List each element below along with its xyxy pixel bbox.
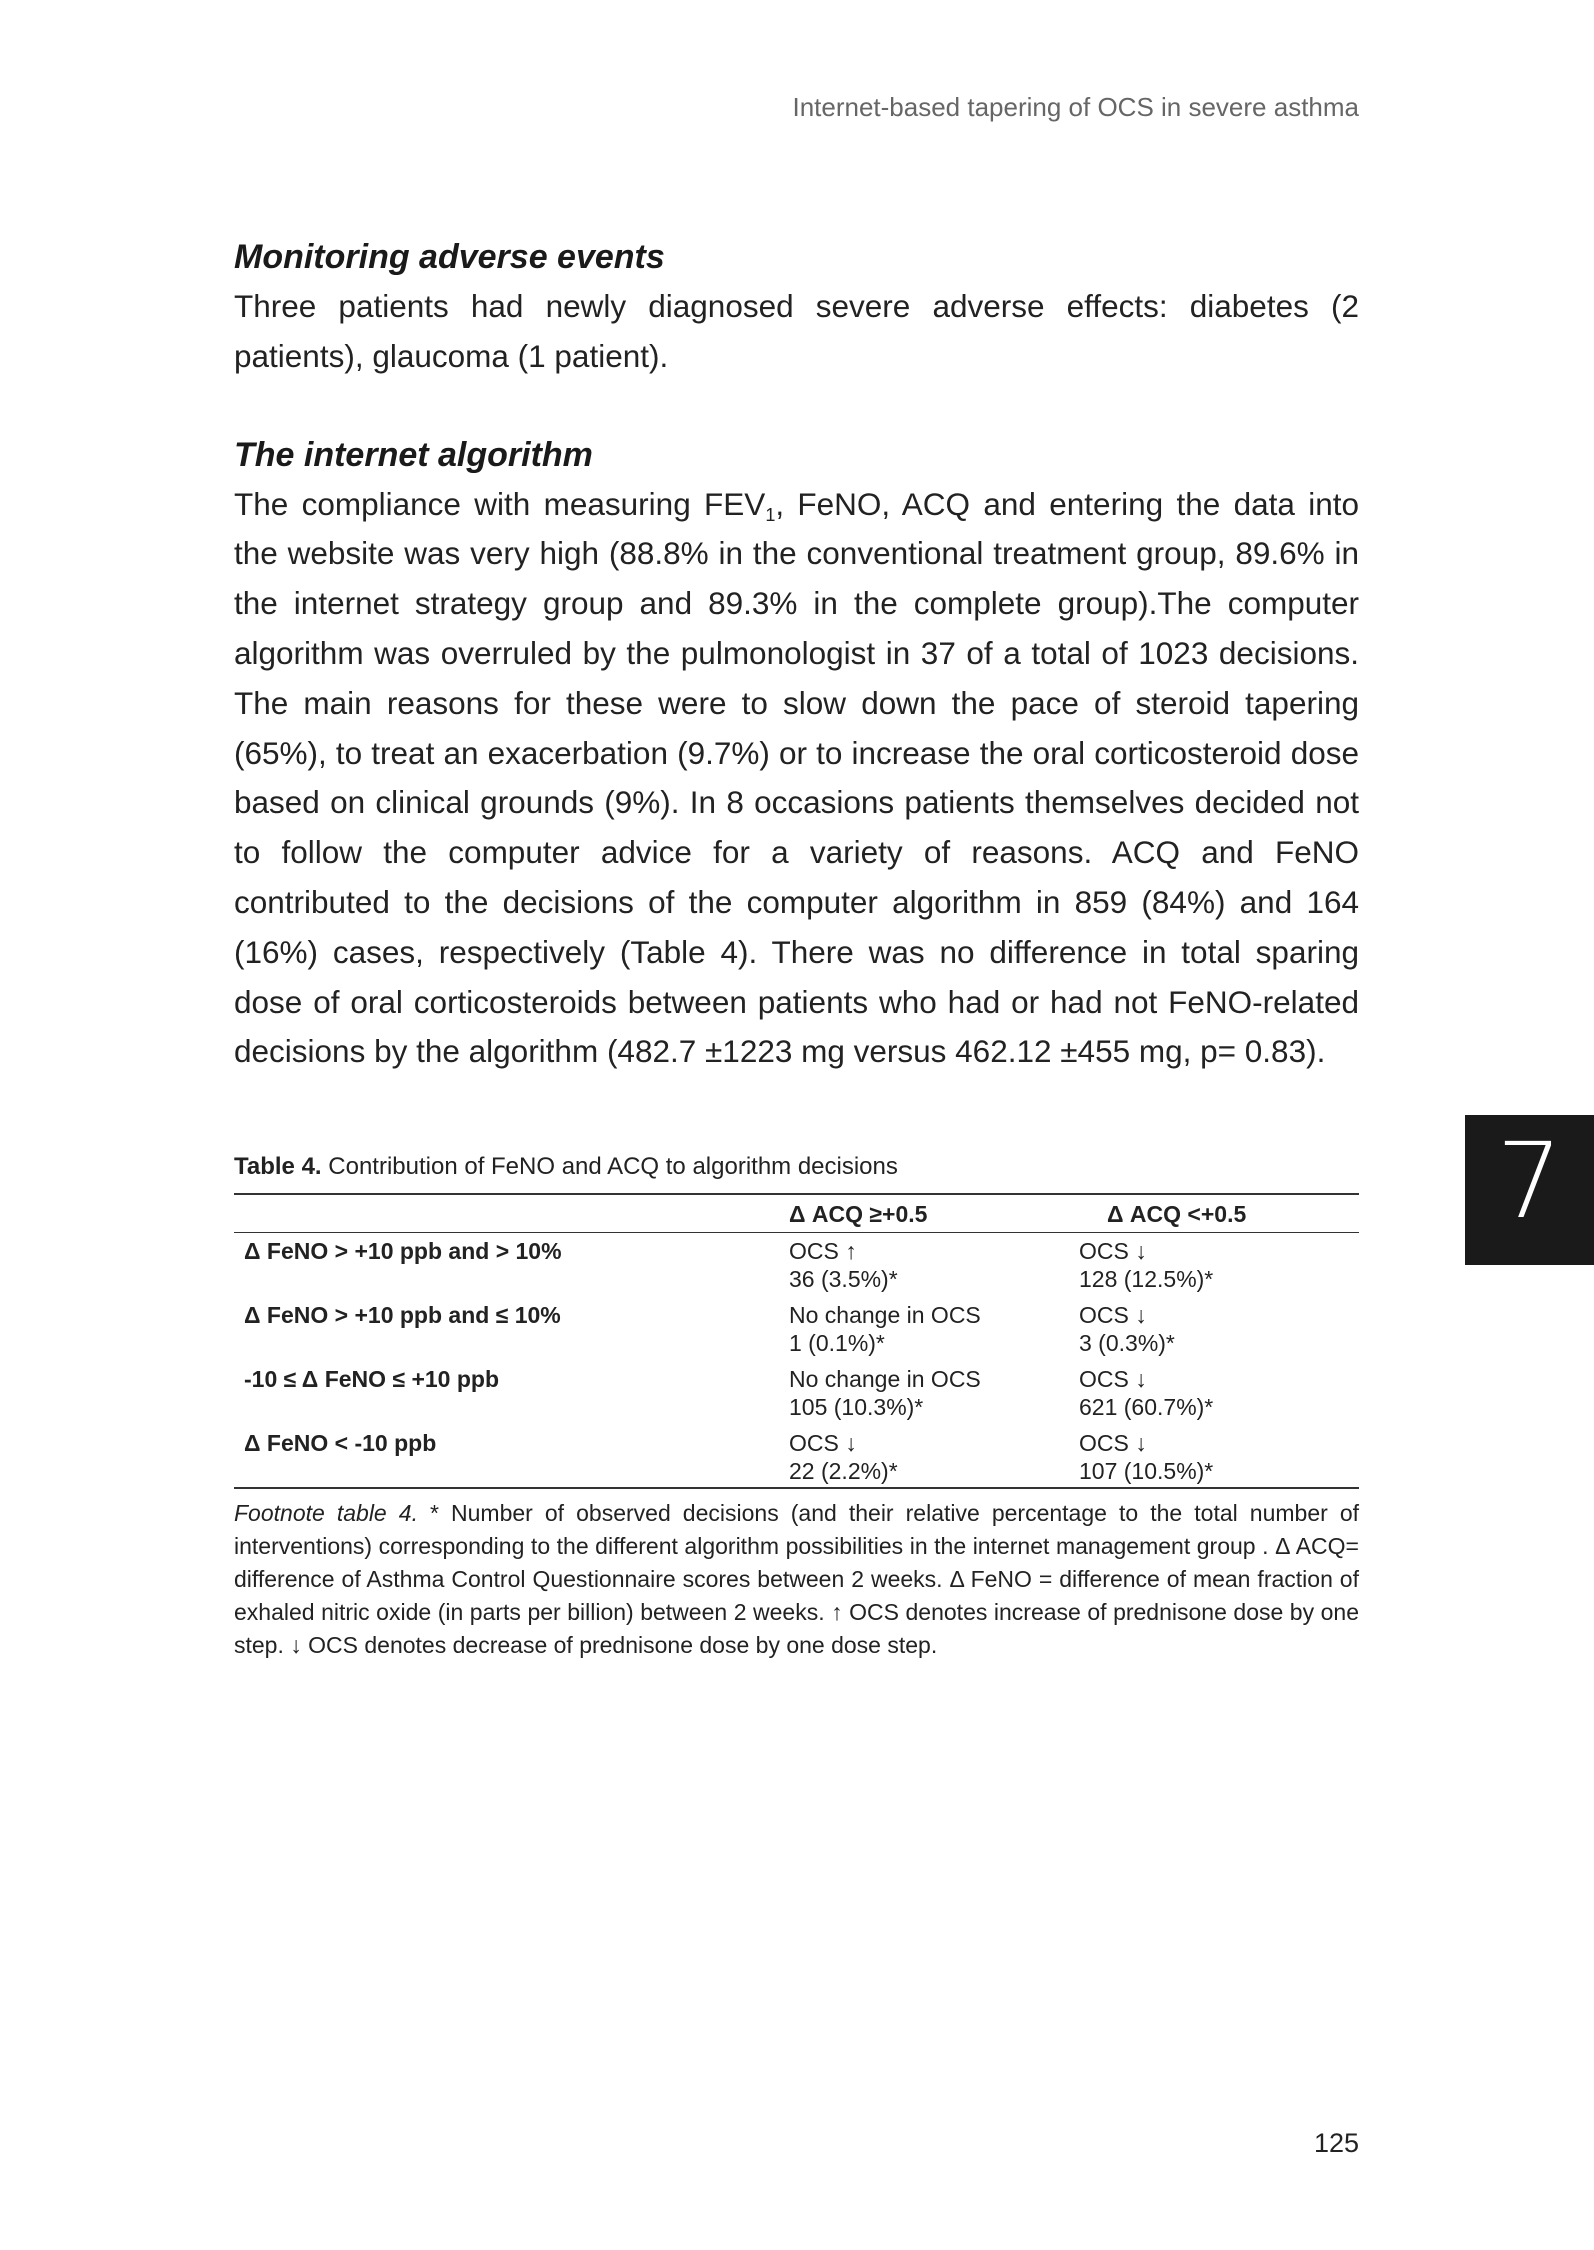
footnote-lead: Footnote table 4. xyxy=(234,1500,418,1527)
row-label: Δ FeNO > +10 ppb and ≤ 10% xyxy=(244,1302,561,1329)
cell-acq-high xyxy=(789,1233,1079,1298)
cell-count: 107 (10.5%)* xyxy=(1079,1458,1214,1485)
cell-count: 128 (12.5%)* xyxy=(1079,1266,1214,1293)
main-content xyxy=(234,232,1359,1685)
chapter-tab xyxy=(1465,1115,1594,1265)
cell-count: 1 (0.1%)* xyxy=(789,1330,885,1357)
paragraph-text-start: The compliance with measuring FEV xyxy=(234,485,766,522)
cell-acq-low xyxy=(1079,1233,1359,1298)
cell-count: 36 (3.5%)* xyxy=(789,1266,898,1293)
running-title: Internet-based tapering of OCS in severe asthma xyxy=(792,92,1359,122)
cell-action: OCS ↓ xyxy=(1079,1238,1147,1265)
cell-action: OCS ↓ xyxy=(1079,1366,1147,1393)
cell-acq-high xyxy=(789,1425,1079,1488)
cell-action: No change in OCS xyxy=(789,1366,981,1393)
table-row xyxy=(234,1361,1359,1425)
cell-action: No change in OCS xyxy=(789,1302,981,1329)
cell-count: 3 (0.3%)* xyxy=(1079,1330,1175,1357)
column-header-acq-high: Δ ACQ ≥+0.5 xyxy=(234,1194,1079,1233)
table-row xyxy=(234,1233,1359,1298)
cell-acq-low xyxy=(1079,1425,1359,1488)
paragraph-adverse-events: Three patients had newly diagnosed severe adverse effects: diabetes (2 patients), glaucoma (1 patient). xyxy=(234,288,1359,374)
paragraph-internet-algorithm xyxy=(234,480,1359,1078)
cell-count: 22 (2.2%)* xyxy=(789,1458,898,1485)
page-number: 125 xyxy=(1313,2128,1359,2158)
table-caption xyxy=(234,1151,1359,1183)
column-header-acq-low: Δ ACQ <+0.5 xyxy=(1079,1194,1359,1233)
fev-subscript: 1 xyxy=(765,504,776,525)
cell-action: OCS ↓ xyxy=(789,1430,857,1457)
section-heading-internet-algorithm: The internet algorithm xyxy=(234,435,593,474)
section-heading-adverse-events: Monitoring adverse events xyxy=(234,238,665,276)
table-footnote xyxy=(234,1497,1359,1662)
cell-acq-high xyxy=(789,1297,1079,1361)
chapter-number: 7 xyxy=(1496,1120,1563,1242)
table-caption-text: Contribution of FeNO and ACQ to algorithm decisions xyxy=(321,1153,898,1181)
cell-action: OCS ↑ xyxy=(789,1238,857,1265)
cell-count: 621 (60.7%)* xyxy=(1079,1394,1214,1421)
table-caption-label: Table 4. xyxy=(234,1153,322,1181)
cell-action: OCS ↓ xyxy=(1079,1302,1147,1329)
cell-acq-low xyxy=(1079,1297,1359,1361)
row-label: -10 ≤ Δ FeNO ≤ +10 ppb xyxy=(244,1366,500,1393)
cell-action: OCS ↓ xyxy=(1079,1430,1147,1457)
algorithm-decisions-table xyxy=(234,1193,1359,1489)
row-label: Δ FeNO < -10 ppb xyxy=(234,1425,789,1488)
footnote-text: * Number of observed decisions (and their relative percentage to the total number of interventions) corresponding to the different algorithm possibilities in the internet management group . Δ ACQ= difference of Asthma Control Questionnaire scores between 2 weeks. Δ FeNO = difference of mean fraction of exhaled nitric oxide (in parts per billion) between 2 weeks. ↑ OCS denotes increase of prednisone dose by one step. ↓ OCS denotes decrease of prednisone dose by one dose step. xyxy=(234,1500,1360,1659)
table-row xyxy=(234,1425,1359,1488)
table-row xyxy=(234,1297,1359,1361)
cell-acq-low xyxy=(1079,1361,1359,1425)
row-label: Δ FeNO > +10 ppb and > 10% xyxy=(244,1238,562,1265)
cell-acq-high xyxy=(789,1361,1079,1425)
paragraph-text-rest: , FeNO, ACQ and entering the data into the website was very high (88.8% in the conventional treatment group, 89.6% in the internet strategy group and 89.3% in the complete group).The computer algorithm was overruled by the pulmonologist in 37 of a total of 1023 decisions. The main reasons for these were to slow down the pace of steroid tapering (65%), to treat an exacerbation (9.7%) or to increase the oral corticosteroid dose based on clinical grounds (9%). In 8 occasions patients themselves decided not to follow the computer advice for a variety of reasons. ACQ and FeNO contributed to the decisions of the computer algorithm in 859 (84%) and 164 (16%) cases, respectively (Table 4). There was no difference in total sparing dose of oral corticosteroids between patients who had or had not FeNO-related decisions by the algorithm (482.7 ±1223 mg versus 462.12 ±455 mg, p= 0.83). xyxy=(234,485,1359,1070)
table-header-row xyxy=(234,1194,1359,1233)
cell-count: 105 (10.3%)* xyxy=(789,1394,924,1421)
